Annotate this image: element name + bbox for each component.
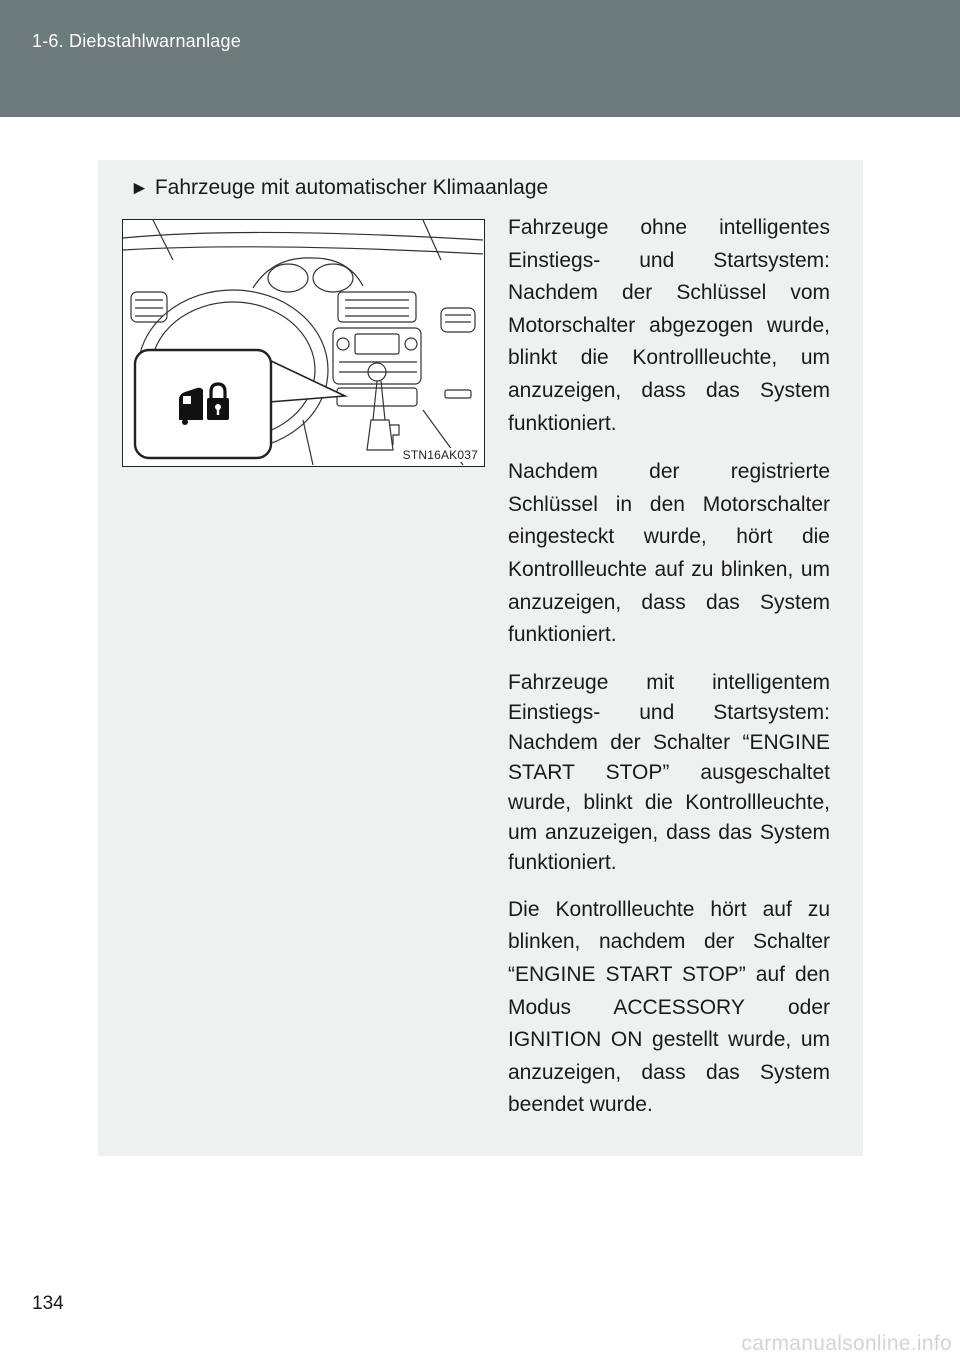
dashboard-drawing bbox=[123, 220, 483, 465]
text-column bbox=[508, 212, 830, 1138]
page-number: 134 bbox=[32, 1293, 64, 1314]
paragraph-3: Fahrzeuge mit intelligentem Einstiegs- und Startsystem: Nachdem der Schalter “ENGINE START STOP” ausgeschaltet wurde, blinkt die Kontrollleuchte, um anzuzeigen, dass das System funktioniert. bbox=[508, 670, 830, 874]
paragraph-1: Fahrzeuge ohne intelligentes Einstiegs- und Startsystem: Nachdem der Schlüssel vom Motorschalter abgezogen wurde, blinkt die Kontrollleuchte, um anzuzeigen, dass das System funktioniert. bbox=[508, 216, 830, 435]
section-title: 1-6. Diebstahlwarnanlage bbox=[32, 31, 241, 51]
watermark: carmanualsonline.info bbox=[741, 1332, 952, 1355]
paragraph-2: Nachdem der registrierte Schlüssel in den Motorschalter eingesteckt wurde, hört die Kontrollleuchte auf zu blinken, um anzuzeigen, dass das System funktioniert. bbox=[508, 460, 830, 647]
figure-code: STN16AK037 bbox=[402, 448, 478, 462]
paragraph-4: Die Kontrollleuchte hört auf zu blinken, nachdem der Schalter “ENGINE START STOP” auf den Modus ACCESSORY oder IGNITION ON gestellt wurde, um anzuzeigen, dass das System beendet wurde. bbox=[508, 897, 830, 1117]
header-band bbox=[0, 0, 960, 117]
section-heading-text: Fahrzeuge mit automatischer Klimaanlage bbox=[154, 176, 549, 199]
section-heading bbox=[130, 176, 548, 200]
dashboard-illustration bbox=[122, 219, 485, 467]
arrow-right-icon: ► bbox=[130, 178, 149, 199]
